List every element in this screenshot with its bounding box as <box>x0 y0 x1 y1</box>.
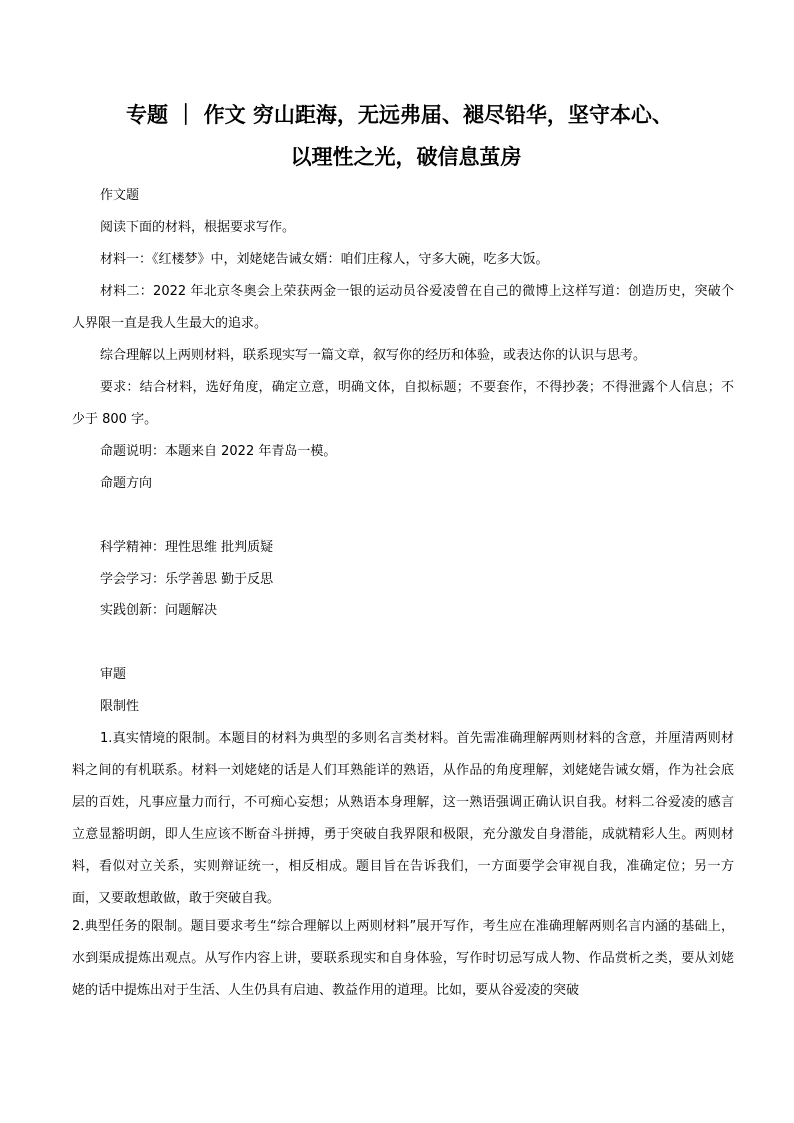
review-heading: 审题 <box>100 667 127 682</box>
task-statement: 综合理解以上两则材料，联系现实写一篇文章，叙写你的经历和体验，或表达你的认识与思考。 <box>100 348 647 363</box>
material-2: 材料二：2022 年北京冬奥会上荣获两金一银的运动员谷爱凌曾在自己的微博上这样写道：创造历史，突破个人界限一直是我人生最大的追求。 <box>72 284 734 331</box>
material-1: 材料一：《红楼梦》中，刘姥姥告诫女婿：咱们庄稼人，守多大碗，吃多大饭。 <box>100 252 549 267</box>
direction-item: 学会学习：乐学善思 勤于反思 <box>100 572 274 587</box>
document-title <box>96 94 736 178</box>
direction-item: 科学精神：理性思维 批判质疑 <box>100 540 274 555</box>
instruction: 阅读下面的材料，根据要求写作。 <box>100 220 296 235</box>
direction-item: 实践创新：问题解决 <box>100 603 218 618</box>
analysis-paragraph-2: 2.典型任务的限制。题目要求考生“综合理解以上两则材料”展开写作，考生应在准确理解两则名言内涵的基础上，水到渠成提炼出观点。从写作内容上讲，要联系现实和自身体验，写作时切忌写成人物、作品赏析之类，要从刘姥姥的话中提炼出对于生活、人生仍具有启迪、教益作用的道理。比如，要从谷爱凌的突破 <box>72 919 734 998</box>
requirements: 要求：结合材料，选好角度，确定立意，明确文体，自拟标题；不要套作，不得抄袭；不得泄露个人信息；不少于 800 字。 <box>72 380 734 427</box>
limit-heading: 限制性 <box>100 699 140 714</box>
source-note: 命题说明：本题来自 2022 年青岛一模。 <box>100 444 337 459</box>
direction-heading: 命题方向 <box>100 476 153 491</box>
title-line-2: 以理性之光，破信息茧房 <box>290 144 522 169</box>
heading-task: 作文题 <box>100 188 140 203</box>
analysis-paragraph-1: 1.真实情境的限制。本题目的材料为典型的多则名言类材料。首先需准确理解两则材料的含意，并厘清两则材料之间的有机联系。材料一刘姥姥的话是人们耳熟能详的熟语，从作品的角度理解，刘姥姥告诫女婿，作为社会底层的百姓，凡事应量力而行，不可痴心妄想；从熟语本身理解，这一熟语强调正确认识自我。材料二谷爱凌的感言立意显豁明朗，即人生应该不断奋斗拼搏，勇于突破自我界限和极限，充分激发自身潜能，成就精彩人生。两则材料，看似对立关系，实则辩证统一，相反相成。题目旨在告诉我们，一方面要学会审视自我，准确定位；另一方面，又要敢想敢做，敢于突破自我。 <box>72 731 734 906</box>
title-line-1: 专题 ｜ 作文 穷山距海，无远弗届、褪尽铅华，坚守本心、 <box>126 102 673 127</box>
